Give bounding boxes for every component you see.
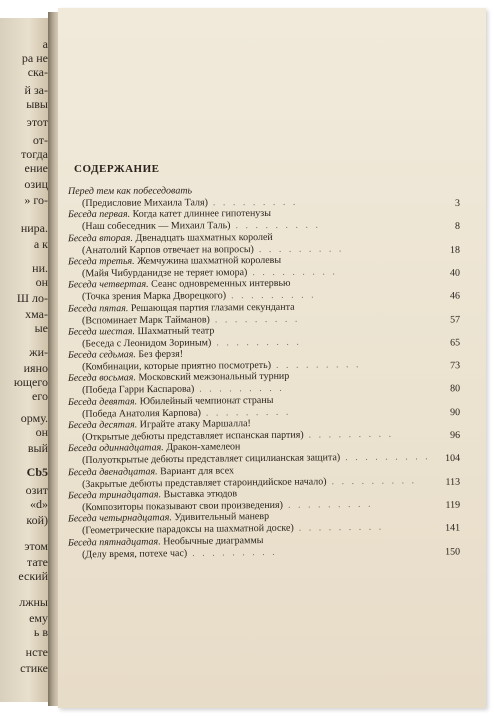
toc-entry-subtitle: (Открытые дебюты представляет испанская партия) <box>81 429 304 443</box>
left-page-text-fragment: Cb5 <box>26 465 48 479</box>
toc-entry-title: Решающая партия глазами секунданта <box>130 301 295 314</box>
toc-entry-title: Необычные диаграммы <box>163 534 264 547</box>
toc-entry-page-number: 65 <box>450 337 461 349</box>
toc-entry-subtitle: (Композиторы показывают свои произведения) <box>82 499 284 514</box>
toc-leader-dots: . . . . . . . . . <box>187 546 278 559</box>
left-page-text-fragment: » го- <box>24 193 48 207</box>
toc-entry-subtitle: (Победа Гарри Каспарова) <box>81 384 195 397</box>
left-page-text-fragment: Ш ло- <box>16 291 48 305</box>
toc-entry-page-number: 8 <box>455 221 461 233</box>
toc-leader-dots: . . . . . . . . . <box>282 498 374 511</box>
toc-entry-chapter: Беседа шестая. <box>67 325 136 338</box>
toc-entry-page-number: 104 <box>445 453 461 465</box>
left-page-text-fragment: жи- <box>29 345 48 359</box>
toc-entry-title: Вариант для всех <box>160 464 235 477</box>
toc-entry-title: Дракон-хамелеон <box>166 441 241 454</box>
toc-entry-title: Удивительный маневр <box>174 511 270 524</box>
toc-leader-dots: . . . . . . . . . <box>209 313 300 325</box>
toc-leader-dots: . . . . . . . . . <box>293 521 384 534</box>
toc-entry-page-number: 3 <box>455 197 461 210</box>
left-page-text-fragment: ение <box>24 161 48 175</box>
toc-entry-title: Играйте атаку Маршалла! <box>139 418 251 431</box>
left-page <box>0 18 52 702</box>
toc-entry-title: Двенадцать шахматных королей <box>135 231 273 244</box>
toc-leader-dots: . . . . . . . . . <box>226 289 317 302</box>
toc-entry-page-number: 18 <box>450 244 461 256</box>
left-page-text-fragment: ь в <box>33 625 48 639</box>
toc-leader-dots: . . . . . . . . . <box>253 243 344 255</box>
left-page-text-fragment: хма- <box>25 307 48 321</box>
toc-entry-title: Московский межзональный турнир <box>138 371 290 384</box>
toc-entry-page-number: 150 <box>444 545 461 558</box>
left-page-text-fragment: еский <box>18 569 48 583</box>
toc-entry-page-number: 90 <box>450 406 461 418</box>
toc-entry-page-number: 40 <box>450 267 461 279</box>
toc-entry-chapter: Беседа третья. <box>67 255 135 268</box>
toc-entry-title: Шахматный театр <box>137 325 215 337</box>
toc-entry-subtitle: (Анатолий Карпов отвечает на вопросы) <box>81 243 254 256</box>
toc-entry-subtitle: (Победа Анатолия Карпова) <box>81 407 201 420</box>
left-page-text-fragment: орму. <box>20 411 48 425</box>
left-page-text-fragment: й за- <box>24 83 48 97</box>
toc-entry-subtitle: (Закрытые дебюты представляет староиндийское начало) <box>82 475 327 490</box>
toc-leader-dots: . . . . . . . . . <box>207 196 298 209</box>
left-page-text-fragment: от- <box>32 133 48 147</box>
toc-entry-subtitle: (Точка зрения Марка Дворецкого) <box>81 290 227 303</box>
toc-entry-page-number: 141 <box>444 522 461 534</box>
toc-entry-page-number: 96 <box>450 429 461 442</box>
toc-entry-title: Выставка этюдов <box>163 488 238 501</box>
left-page-text-fragment: ияно <box>23 361 48 375</box>
toc-entry-subtitle: (Комбинации, которые приятно посмотреть) <box>81 360 272 373</box>
toc-entry-chapter: Беседа пятнадцатая. <box>67 535 161 549</box>
left-page-text-fragment: лжны <box>19 595 48 609</box>
left-page-text-fragment: нира. <box>20 221 48 235</box>
toc-entry-chapter: Беседа восьмая. <box>67 372 136 385</box>
left-page-text-fragment: ра не <box>21 51 48 65</box>
toc-entry-page-number: 119 <box>445 499 461 511</box>
toc-entry-subtitle: (Майя Чибурданидзе не теряет юмора) <box>81 267 248 280</box>
toc-entry-page-number: 73 <box>450 360 461 372</box>
toc-leader-dots: . . . . . . . . . <box>230 219 321 232</box>
toc-entry-chapter: Беседа пятая. <box>67 302 129 315</box>
toc-entry <box>68 532 462 563</box>
toc-entry-subtitle: (Наш собеседник — Михаил Таль) <box>81 220 231 233</box>
toc-leader-dots: . . . . . . . . . <box>194 383 285 396</box>
left-page-text-fragment: озиц <box>24 177 48 191</box>
left-page-text-fragment: а <box>42 37 48 51</box>
toc-leader-dots: . . . . . . . . . <box>340 451 431 464</box>
toc-entry-chapter: Беседа первая. <box>67 209 131 221</box>
left-page-text-fragment: его <box>32 389 48 403</box>
toc-entry-page-number: 46 <box>450 290 461 302</box>
toc-entry-chapter: Беседа четырнадцатая. <box>67 512 172 525</box>
left-page-text-fragment: он <box>35 425 48 439</box>
toc-leader-dots: . . . . . . . . . <box>303 428 394 441</box>
toc-entry-page-number: 80 <box>450 383 461 395</box>
toc-entry-title: Жемчужина шахматной королевы <box>137 254 282 267</box>
left-page-text-fragment: этом <box>24 539 48 553</box>
left-page-text-fragment: он <box>35 275 48 289</box>
left-page-text-fragment: озит <box>25 483 48 497</box>
left-page-text-fragment: «d» <box>30 497 48 511</box>
left-page-text-fragment: ему <box>29 611 48 625</box>
toc-entry-title: Юбилейный чемпионат страны <box>139 394 274 407</box>
left-page-text-fragment: тогда <box>21 147 48 161</box>
toc-entry-chapter: Беседа одиннадцатая. <box>67 442 164 455</box>
toc-entry-chapter: Беседа тринадцатая. <box>67 489 162 502</box>
left-page-text-fragment: кой) <box>26 513 48 527</box>
toc-entry-subtitle: (Геометрические парадоксы на шахматной доске) <box>82 522 294 537</box>
toc-entry-title: Сеанс одновременных интервью <box>151 278 291 291</box>
toc-entry-chapter: Беседа десятая. <box>67 419 138 432</box>
toc-leader-dots: . . . . . . . . . <box>326 474 417 487</box>
toc-entry-chapter: Беседа четвертая. <box>67 279 149 291</box>
toc-leader-dots: . . . . . . . . . <box>200 406 291 419</box>
toc-leader-dots: . . . . . . . . . <box>270 359 362 372</box>
toc-leader-dots: . . . . . . . . . <box>247 266 338 279</box>
toc-entry-title: Когда катет длиннее гипотенузы <box>132 208 272 221</box>
toc-entry-chapter: Беседа седьмая. <box>67 349 136 361</box>
left-page-text-fragment: ни. <box>32 261 48 275</box>
toc-entry-page-number: 113 <box>445 476 461 488</box>
left-page-text-fragment: ывы <box>26 97 48 111</box>
toc-entry-chapter: Перед тем как побеседовать <box>67 185 193 198</box>
toc-entry-subtitle: (Вспоминает Марк Тайманов) <box>81 313 210 326</box>
toc-entry-subtitle: (Предисловие Михаила Таля) <box>81 197 208 209</box>
toc-entry-subtitle: (Беседа с Леонидом Зориным) <box>81 337 212 350</box>
left-page-text-fragment: ска- <box>27 65 48 79</box>
toc-entry-title: Без ферзя! <box>138 348 184 361</box>
left-page-text-fragment: стике <box>20 661 48 675</box>
toc-entry-chapter: Беседа вторая. <box>67 232 133 244</box>
left-page-text-fragment: тате <box>27 555 48 569</box>
toc-entry-chapter: Беседа двенадцатая. <box>67 465 158 478</box>
left-page-text-fragment: вый <box>27 441 48 455</box>
left-page-text-fragment: ющего <box>13 375 48 389</box>
left-page-text-fragment: а к <box>33 237 48 251</box>
toc-entry-subtitle: (Делу время, потехе час) <box>82 547 188 560</box>
left-page-text-fragment: нсте <box>25 645 48 659</box>
toc-leader-dots: . . . . . . . . . <box>211 336 302 349</box>
left-page-text-fragment: ые <box>34 321 48 335</box>
toc-title: СОДЕРЖАНИЕ <box>74 163 160 175</box>
toc-entry-chapter: Беседа девятая. <box>67 395 138 408</box>
left-page-text-fragment: этот <box>26 115 48 129</box>
toc-entry-page-number: 57 <box>450 313 461 326</box>
toc-entry-subtitle: (Полуоткрытые дебюты представляет сицилианская защита) <box>82 452 341 467</box>
